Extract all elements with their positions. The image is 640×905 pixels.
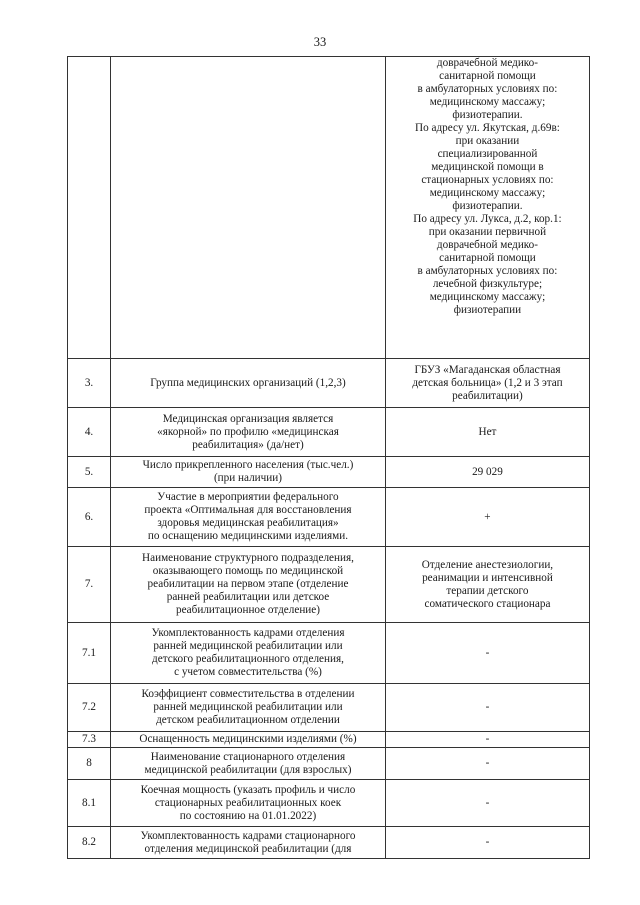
row-number <box>68 57 111 359</box>
row-value: - <box>385 732 589 748</box>
row-value: - <box>385 623 589 684</box>
rehabilitation-info-table <box>67 56 590 859</box>
table-row <box>68 57 590 359</box>
table-row <box>68 748 590 780</box>
table-row <box>68 457 590 488</box>
row-value: ГБУЗ «Магаданская областная детская больница» (1,2 и 3 этап реабилитации) <box>385 359 589 408</box>
table-row <box>68 827 590 859</box>
row-value: Отделение анестезиологии, реанимации и интенсивной терапии детского соматического стационара <box>385 547 589 623</box>
row-value: доврачебной медико- санитарной помощи в амбулаторных условиях по: медицинскому массажу; физиотерапии. По адресу ул. Якутская, д.69в: при оказании специализированной медицинской помощи в стационарных условиях по: медицинскому массажу; физиотерапии. По адресу ул. Лукса, д.2, кор.1: при оказании первичной доврачебной медико- санитарной помощи в амбулаторных условиях по: лечебной физкультуре; медицинскому массажу; физиотерапии <box>385 57 589 359</box>
table-row <box>68 547 590 623</box>
row-number: 7.1 <box>68 623 111 684</box>
row-number: 6. <box>68 488 111 547</box>
row-name: Наименование стационарного отделения медицинской реабилитации (для взрослых) <box>111 748 386 780</box>
row-name: Оснащенность медицинскими изделиями (%) <box>111 732 386 748</box>
row-name: Коэффициент совместительства в отделении ранней медицинской реабилитации или детском реабилитационном отделении <box>111 684 386 732</box>
row-value: - <box>385 684 589 732</box>
row-number: 8.2 <box>68 827 111 859</box>
table-row <box>68 359 590 408</box>
row-number: 8 <box>68 748 111 780</box>
row-value: Нет <box>385 408 589 457</box>
row-name: Группа медицинских организаций (1,2,3) <box>111 359 386 408</box>
table-row <box>68 623 590 684</box>
table-row <box>68 488 590 547</box>
row-value: - <box>385 748 589 780</box>
row-number: 3. <box>68 359 111 408</box>
row-number: 8.1 <box>68 780 111 827</box>
row-value: 29 029 <box>385 457 589 488</box>
table-row <box>68 732 590 748</box>
row-value: - <box>385 827 589 859</box>
row-number: 4. <box>68 408 111 457</box>
row-name <box>111 57 386 359</box>
row-value: - <box>385 780 589 827</box>
row-name: Укомплектованность кадрами отделения ранней медицинской реабилитации или детского реабилитационного отделения, с учетом совместительства (%) <box>111 623 386 684</box>
row-number: 7.2 <box>68 684 111 732</box>
row-number: 7.3 <box>68 732 111 748</box>
row-name: Число прикрепленного населения (тыс.чел.) (при наличии) <box>111 457 386 488</box>
table-row <box>68 408 590 457</box>
row-value: + <box>385 488 589 547</box>
page-number: 33 <box>313 35 327 49</box>
row-number: 7. <box>68 547 111 623</box>
row-name: Укомплектованность кадрами стационарного отделения медицинской реабилитации (для <box>111 827 386 859</box>
row-name: Коечная мощность (указать профиль и число стационарных реабилитационных коек по состоянию на 01.01.2022) <box>111 780 386 827</box>
row-name: Участие в мероприятии федерального проекта «Оптимальная для восстановления здоровья медицинская реабилитация» по оснащению медицинскими изделиями. <box>111 488 386 547</box>
row-name: Наименование структурного подразделения, оказывающего помощь по медицинской реабилитации на первом этапе (отделение ранней реабилитации или детское реабилитационное отделение) <box>111 547 386 623</box>
table-row <box>68 684 590 732</box>
row-name: Медицинская организация является «якорной» по профилю «медицинская реабилитация» (да/нет) <box>111 408 386 457</box>
table-row <box>68 780 590 827</box>
row-number: 5. <box>68 457 111 488</box>
